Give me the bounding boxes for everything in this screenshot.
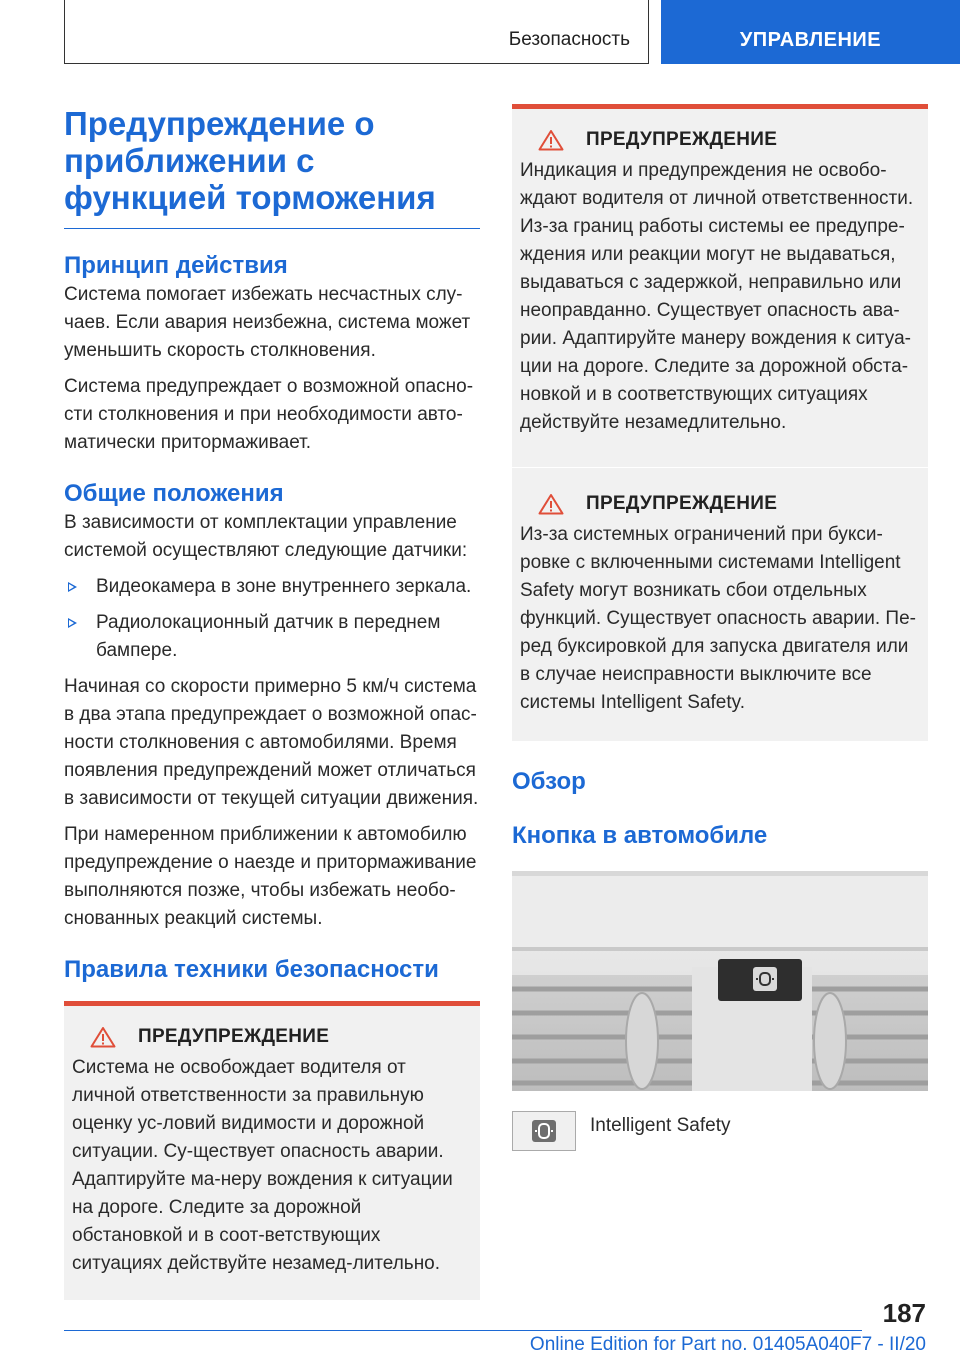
header-section-label: Безопасность xyxy=(508,29,630,50)
overview-heading: Обзор xyxy=(512,768,586,795)
safety-heading: Правила техники безопасности xyxy=(64,956,439,983)
warning-title: ПРЕДУПРЕЖДЕНИЕ xyxy=(586,493,778,514)
warning-triangle-icon xyxy=(538,493,564,515)
right-column xyxy=(512,104,928,1151)
general-heading: Общие положения xyxy=(64,480,284,507)
principle-paragraph-2: Система предупреждает о возможной опасно-сти столкновения и при необходимости авто-матически притормаживает. xyxy=(64,376,474,453)
general-paragraph-2: Начиная со скорости примерно 5 км/ч система в два этапа предупреждает о возможной опас-ности столкновения с автомобилями. Время появления предупреждений может отличаться в зависимости от текущей ситуации движения. xyxy=(64,676,479,809)
warning-box xyxy=(512,104,928,467)
warning-header xyxy=(72,1026,472,1048)
header-chapter xyxy=(661,0,960,64)
general-section xyxy=(64,479,480,933)
intelligent-safety-button-icon xyxy=(512,1111,576,1151)
warning-text: Система не освобождает водителя от личной ответственности за правильную оценку ус-ловий видимости и дорожной ситуации. Су-ществует опасность аварии. Адаптируйте ма-неру вождения к ситуации на дороге. Следите за дорожной обстановкой и в соот-ветствующих ситуациях действуйте незамед-лительно. xyxy=(72,1057,453,1274)
overview-subheading: Кнопка в автомобиле xyxy=(512,822,768,849)
page-title: Предупреждение о приближении с функцией торможения xyxy=(64,105,480,229)
list-item-text: Видеокамера в зоне внутреннего зеркала. xyxy=(96,576,472,597)
principle-section xyxy=(64,251,480,457)
header-chapter-label: УПРАВЛЕНИЕ xyxy=(739,29,882,51)
dashboard-vents-image xyxy=(512,871,928,1091)
warning-header xyxy=(520,493,920,515)
warning-header xyxy=(520,129,920,151)
principle-heading: Принцип действия xyxy=(64,252,288,279)
warning-text: Индикация и предупреждения не освобо-ждают водителя от личной ответственности. Из-за границ работы системы ее предупре-ждения или реакции могут не выдаваться, выдаваться с задержкой, неправильно или неоправданно. Существует опасность ава-рии. Адаптируйте манеру вождения к ситуа-ции на дороге. Следите за дорожной обста-новкой и в соответствующих ситуациях действуйте незамедлительно. xyxy=(520,160,914,433)
bullet-triangle-icon xyxy=(68,582,77,592)
footer-edition: Online Edition for Part no. 01405A040F7 - II/20 xyxy=(529,1334,926,1355)
legend-label: Intelligent Safety xyxy=(590,1115,731,1136)
warning-title: ПРЕДУПРЕЖДЕНИЕ xyxy=(138,1026,330,1047)
bullet-triangle-icon xyxy=(68,618,77,628)
sensor-list xyxy=(64,573,480,665)
legend-row xyxy=(512,1111,928,1151)
principle-paragraph-1: Система помогает избежать несчастных слу-чаев. Если авария неизбежна, система может уменьшить скорость столкновения. xyxy=(64,284,471,361)
footer-divider xyxy=(64,1330,862,1331)
list-item-text: Радиолокационный датчик в переднем бампере. xyxy=(96,612,441,661)
overview-section xyxy=(512,767,928,1151)
general-paragraph-1: В зависимости от комплектации управление системой осуществляют следующие датчики: xyxy=(64,512,468,561)
warning-triangle-icon xyxy=(538,129,564,151)
header-section xyxy=(64,0,649,64)
warning-box xyxy=(64,1001,480,1300)
safety-section xyxy=(64,955,480,1300)
list-item xyxy=(64,573,480,601)
button-photo xyxy=(512,871,928,1091)
warning-box xyxy=(512,467,928,741)
warning-title: ПРЕДУПРЕЖДЕНИЕ xyxy=(586,129,778,150)
page-number: 187 xyxy=(882,1298,926,1328)
warning-text: Из-за системных ограничений при букси-ровке с включенными системами Intelligent Safety могут возникать сбои отдельных функций. Существует опасность аварии. Пе-ред буксировкой для запуска двигателя или в случае неисправности выключите все системы Intelligent Safety. xyxy=(520,524,916,713)
list-item xyxy=(64,609,480,665)
warning-triangle-icon xyxy=(90,1026,116,1048)
general-paragraph-3: При намеренном приближении к автомобилю предупреждение о наезде и притормаживание выполняются позже, чтобы избежать необо-снованных реакций системы. xyxy=(64,824,477,929)
left-column xyxy=(64,105,480,1300)
